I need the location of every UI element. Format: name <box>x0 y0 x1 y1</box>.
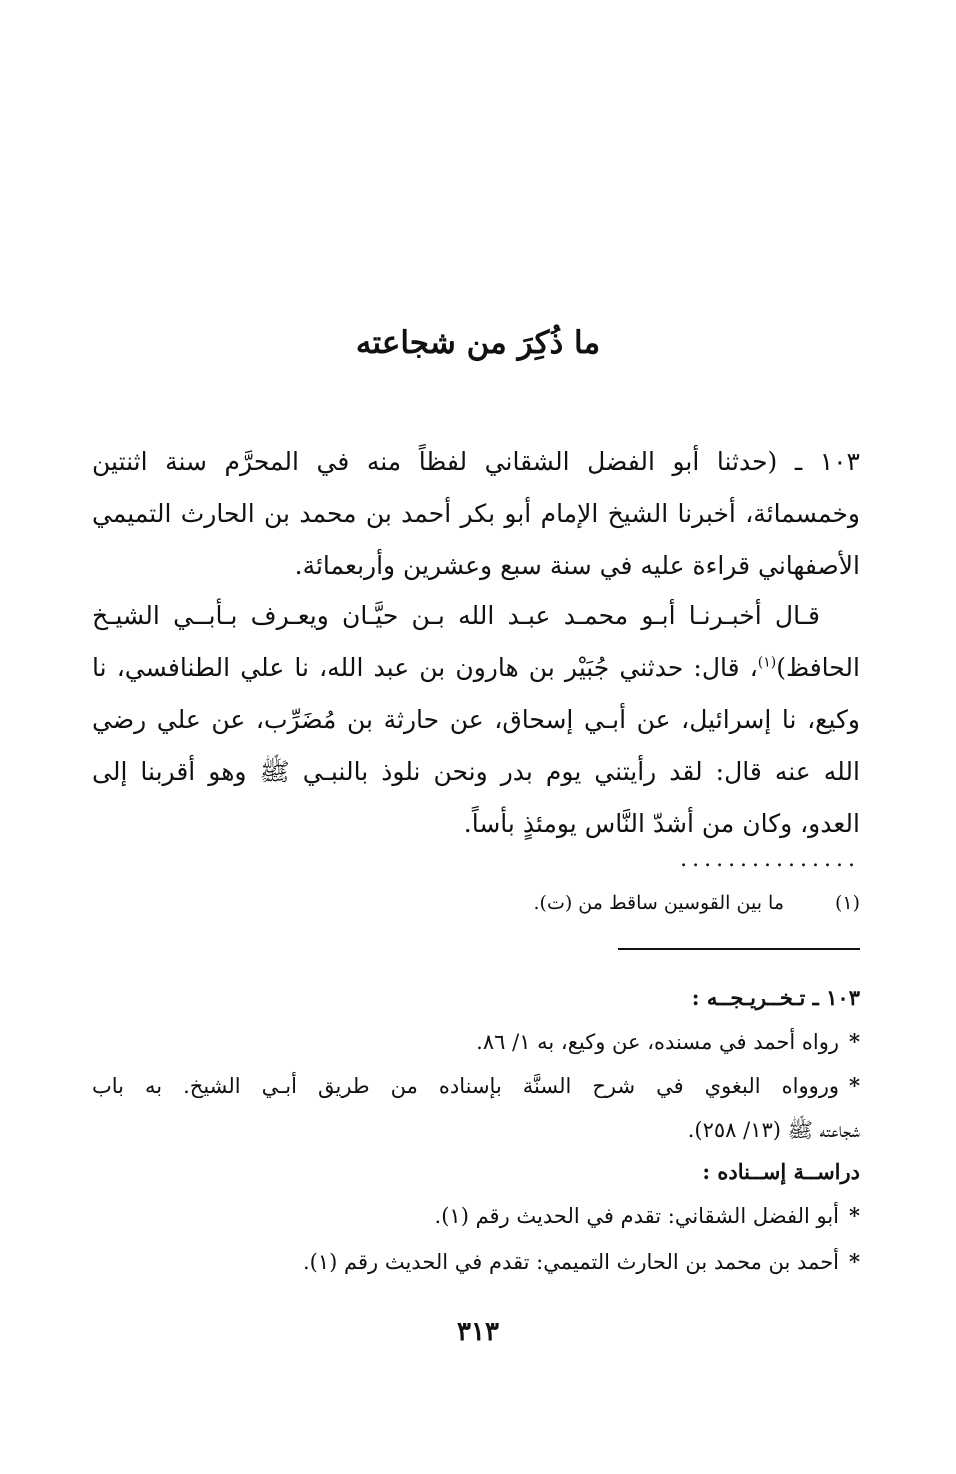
takhrij-item-2-line-2: شجاعته ﷺ (١٣/ ٢٥٨). <box>687 1118 860 1142</box>
isnad-line-1: قـال أخبـرنـا أبـو محمـد عبـد الله بـن حيَّـان ويعـرف بـأبــي الشيـخ <box>92 601 820 630</box>
dirasa-item-1 <box>92 1194 860 1238</box>
isnad-line-2-rest: ، قال: حدثني جُبَيْر بن هارون بن عبد الله، نا علي الطنافسي، نا <box>92 653 758 682</box>
takhrij-item-1-text: رواه أحمد في مسنده، عن وكيع، به ١/ ٨٦. <box>476 1030 840 1054</box>
dirasa-item-2-text: أحمد بن محمد بن الحارث التميمي: تقدم في الحديث رقم (١). <box>302 1250 840 1274</box>
bullet-icon: * <box>849 1203 860 1228</box>
footnote-marker[interactable]: (١) <box>757 654 777 671</box>
takhrij-item-1 <box>92 1020 860 1064</box>
bullet-icon: * <box>849 1073 860 1098</box>
section-heading: ما ذُكِرَ من شجاعته <box>355 325 601 361</box>
isnad-line-4: الله عنه قال: لقد رأيتني يوم بدر ونحن نلوذ بالنبـي ﷺ وهو أقربنا إلى <box>92 757 860 786</box>
hadith-line-3: الأصفهاني قراءة عليه في سنة سبع وعشرين وأربعمائة. <box>294 551 860 580</box>
footnote-text: ما بين القوسين ساقط من (ت). <box>533 892 784 914</box>
isnad-line-5: العدو، وكان من أشدّ النَّاس يومئذٍ بأساً. <box>463 809 860 838</box>
isnad-line-2 <box>92 642 860 694</box>
bullet-icon: * <box>849 1249 860 1274</box>
isnad-line-3: وكيع، نا إسرائيل، عن أبـي إسحاق، عن حارثة بن مُضَرِّب، عن علي رضي <box>92 705 860 734</box>
takhrij-heading: ١٠٣ ـ تـخــريـجــه : <box>691 985 860 1010</box>
dirasa-item-2 <box>92 1240 860 1284</box>
footnote-number: (١) <box>834 892 860 914</box>
hadith-line-1: ١٠٣ ـ (حدثنا أبو الفضل الشقاني لفظاً منه في المحرَّم سنة اثنتين <box>92 447 860 476</box>
takhrij-item-2-text: وروواه البغوي في شرح السنَّة بإسناده من طريق أبـي الشيخ. به باب <box>92 1074 840 1098</box>
isnad-line-2-start: الحافظ) <box>776 653 860 682</box>
takhrij-item-2-line-1 <box>92 1064 860 1108</box>
page-number: ٣١٣ <box>457 1317 499 1347</box>
bullet-icon: * <box>849 1029 860 1054</box>
hadith-line-2: وخمسمائة، أخبرنا الشيخ الإمام أبو بكر أحمد بن محمد بن الحارث التميمي <box>92 499 860 528</box>
footnote-rule <box>618 948 860 950</box>
dirasa-heading: دراســة إســناده : <box>702 1159 860 1184</box>
dotted-separator: ............... <box>680 847 860 872</box>
dirasa-item-1-text: أبو الفضل الشقاني: تقدم في الحديث رقم (١). <box>434 1204 840 1228</box>
